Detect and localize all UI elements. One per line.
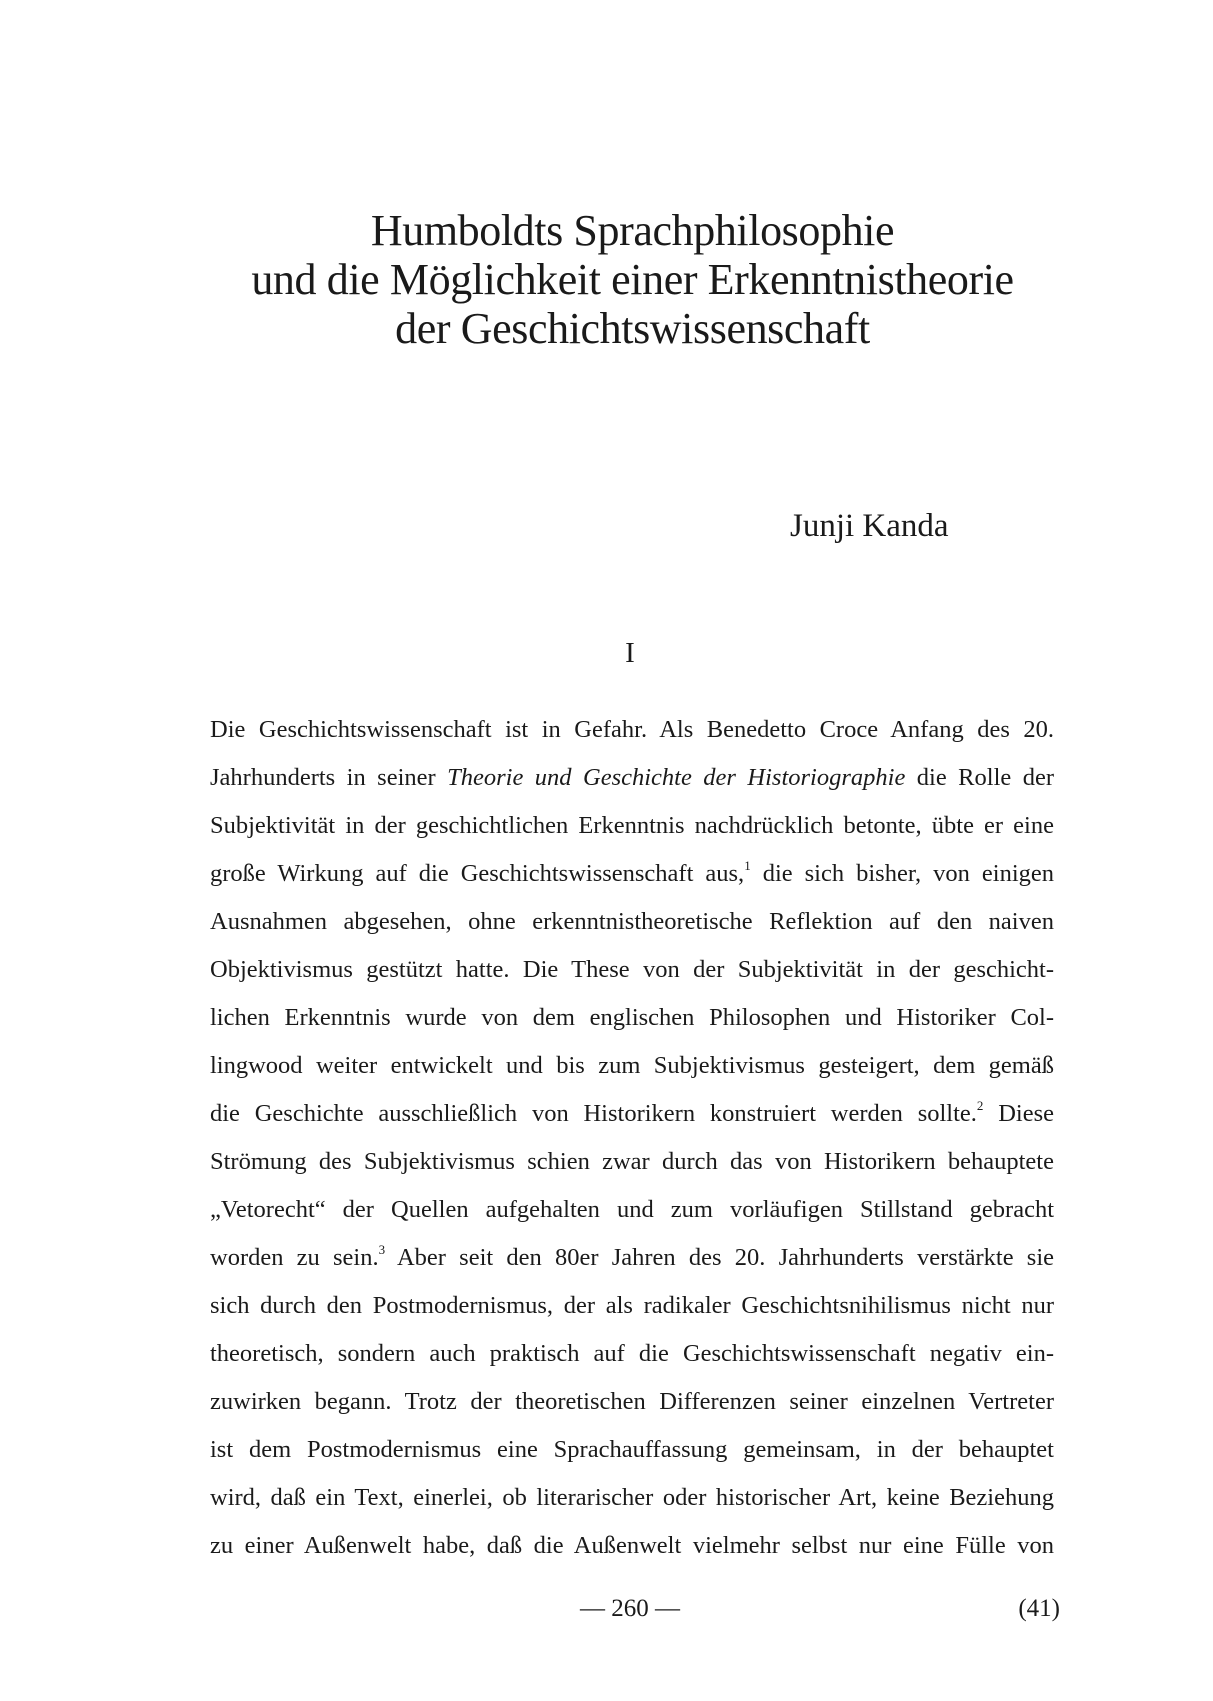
- text-line: Subjektivität in der geschichtlichen Erkenntnis nachdrücklich betonte, übte er eine: [210, 812, 1054, 839]
- text-line: Die Geschichtswissenschaft ist in Gefahr. Als Benedetto Croce Anfang des 20.: [210, 716, 1054, 743]
- page-marker: (41): [1018, 1595, 1060, 1622]
- text-line: Jahrhunderts in seiner Theorie und Geschichte der Historiographie die Rolle der: [210, 764, 1054, 791]
- footnote-ref: 2: [976, 1098, 984, 1113]
- text-line: zuwirken begann. Trotz der theoretischen Differenzen seiner einzelnen Vertreter: [210, 1388, 1054, 1415]
- text-line: sich durch den Postmodernismus, der als radikaler Geschichtsnihilismus nicht nur: [210, 1292, 1054, 1319]
- body-paragraph: [210, 706, 1054, 1570]
- text-line: lichen Erkenntnis wurde von dem englischen Philosophen und Historiker Col-: [210, 1004, 1054, 1031]
- footnote-ref: 3: [378, 1242, 386, 1257]
- text-line: große Wirkung auf die Geschichtswissenschaft aus,$^1$ die sich bisher, von einigen: [210, 858, 1055, 887]
- title-line-1: Humboldts Sprachphilosophie: [370, 206, 895, 255]
- text-line: wird, daß ein Text, einerlei, ob literarischer oder historischer Art, keine Beziehung: [210, 1484, 1054, 1511]
- text-line: Strömung des Subjektivismus schien zwar durch das von Historikern behauptete: [210, 1148, 1054, 1175]
- text-line: Objektivismus gestützt hatte. Die These von der Subjektivität in der geschicht-: [210, 956, 1054, 983]
- title-line-2: und die Möglichkeit einer Erkenntnistheorie: [251, 255, 1014, 304]
- text-line: worden zu sein.$^3$ Aber seit den 80er Jahren des 20. Jahrhunderts verstärkte sie: [210, 1242, 1054, 1271]
- text-line: zu einer Außenwelt habe, daß die Außenwelt vielmehr selbst nur eine Fülle von: [210, 1532, 1054, 1559]
- text-line: Ausnahmen abgesehen, ohne erkenntnistheoretische Reflektion auf den naiven: [210, 908, 1054, 935]
- text-line: die Geschichte ausschließlich von Historikern konstruiert werden sollte.$^2$ Diese: [210, 1098, 1054, 1127]
- title-line-3: der Geschichtswissenschaft: [395, 304, 870, 353]
- text-line: theoretisch, sondern auch praktisch auf die Geschichtswissenschaft negativ ein-: [210, 1340, 1054, 1367]
- section-heading: I: [625, 637, 635, 669]
- text-line: „Vetorecht“ der Quellen aufgehalten und zum vorläufigen Stillstand gebracht: [210, 1196, 1054, 1223]
- author-name: Junji Kanda: [790, 508, 949, 544]
- page-number: — 260 —: [580, 1595, 680, 1622]
- book-title: Theorie und Geschichte der Historiographie: [447, 764, 906, 791]
- footnote-ref: 1: [744, 858, 751, 873]
- paper-title: [180, 206, 1085, 353]
- text-line: lingwood weiter entwickelt und bis zum Subjektivismus gesteigert, dem gemäß: [210, 1052, 1054, 1079]
- text-line: ist dem Postmodernismus eine Sprachauffassung gemeinsam, in der behauptet: [210, 1436, 1054, 1463]
